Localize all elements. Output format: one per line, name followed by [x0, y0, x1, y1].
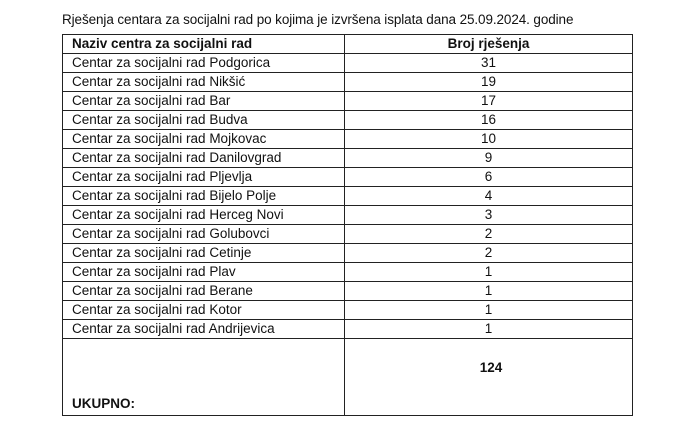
- center-name-cell: Centar za socijalni rad Nikšić: [63, 73, 345, 92]
- decision-count-cell: 31: [345, 54, 633, 73]
- document-caption: Rješenja centara za socijalni rad po kojima je izvršena isplata dana 25.09.2024. godine: [62, 12, 574, 27]
- center-name-cell: Centar za socijalni rad Bar: [63, 92, 345, 111]
- decision-count-cell: 19: [345, 73, 633, 92]
- header-decision-count: Broj rješenja: [345, 35, 633, 54]
- center-name-cell: Centar za socijalni rad Berane: [63, 282, 345, 301]
- table-row: [63, 320, 633, 339]
- table-row: [63, 73, 633, 92]
- table-row: [63, 301, 633, 320]
- table-row: [63, 263, 633, 282]
- center-name-cell: Centar za socijalni rad Bijelo Polje: [63, 187, 345, 206]
- table-row: [63, 282, 633, 301]
- table-row: [63, 54, 633, 73]
- decision-count-cell: 9: [345, 149, 633, 168]
- decision-count-cell: 16: [345, 111, 633, 130]
- table-row: [63, 187, 633, 206]
- total-row: [63, 339, 633, 416]
- center-name-cell: Centar za socijalni rad Danilovgrad: [63, 149, 345, 168]
- table-row: [63, 168, 633, 187]
- decision-count-cell: 1: [345, 301, 633, 320]
- decision-count-cell: 3: [345, 206, 633, 225]
- total-count: 124: [345, 339, 633, 416]
- table-header-row: [63, 35, 633, 54]
- center-name-cell: Centar za socijalni rad Herceg Novi: [63, 206, 345, 225]
- decision-count-cell: 10: [345, 130, 633, 149]
- decision-count-cell: 1: [345, 320, 633, 339]
- table-row: [63, 206, 633, 225]
- center-name-cell: Centar za socijalni rad Cetinje: [63, 244, 345, 263]
- center-name-cell: Centar za socijalni rad Plav: [63, 263, 345, 282]
- total-label: UKUPNO:: [63, 339, 345, 416]
- table-row: [63, 111, 633, 130]
- table-row: [63, 225, 633, 244]
- center-name-cell: Centar za socijalni rad Pljevlja: [63, 168, 345, 187]
- decision-count-cell: 4: [345, 187, 633, 206]
- decision-count-cell: 6: [345, 168, 633, 187]
- center-name-cell: Centar za socijalni rad Budva: [63, 111, 345, 130]
- center-name-cell: Centar za socijalni rad Andrijevica: [63, 320, 345, 339]
- center-name-cell: Centar za socijalni rad Kotor: [63, 301, 345, 320]
- decision-count-cell: 2: [345, 244, 633, 263]
- center-name-cell: Centar za socijalni rad Podgorica: [63, 54, 345, 73]
- table-row: [63, 149, 633, 168]
- decision-count-cell: 2: [345, 225, 633, 244]
- table-row: [63, 244, 633, 263]
- header-center-name: Naziv centra za socijalni rad: [63, 35, 345, 54]
- payments-table: [62, 34, 633, 416]
- center-name-cell: Centar za socijalni rad Golubovci: [63, 225, 345, 244]
- decision-count-cell: 1: [345, 263, 633, 282]
- decision-count-cell: 1: [345, 282, 633, 301]
- table-row: [63, 92, 633, 111]
- center-name-cell: Centar za socijalni rad Mojkovac: [63, 130, 345, 149]
- table-row: [63, 130, 633, 149]
- decision-count-cell: 17: [345, 92, 633, 111]
